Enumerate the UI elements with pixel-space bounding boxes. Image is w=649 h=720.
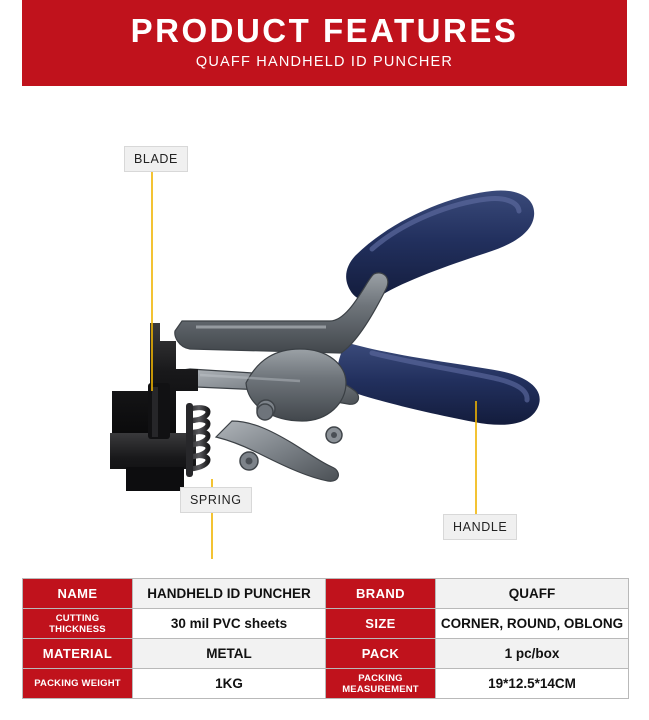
spec-label-cutting-thickness: CUTTING THICKNESS bbox=[23, 609, 133, 639]
callout-spring bbox=[180, 487, 252, 513]
page-subtitle: QUAFF HANDHELD ID PUNCHER bbox=[195, 54, 454, 70]
spec-label-name: NAME bbox=[23, 579, 133, 609]
table-row bbox=[23, 669, 629, 699]
spec-label-pack: PACK bbox=[326, 639, 436, 669]
spec-value-packing-weight: 1KG bbox=[133, 669, 326, 699]
spec-label-packing-measurement: PACKING MEASUREMENT bbox=[326, 669, 436, 699]
table-row bbox=[23, 609, 629, 639]
specifications-table bbox=[22, 578, 627, 699]
spec-value-packing-measurement: 19*12.5*14CM bbox=[436, 669, 629, 699]
product-photo bbox=[0, 91, 649, 561]
spec-value-material: METAL bbox=[133, 639, 326, 669]
page-title: PRODUCT FEATURES bbox=[130, 12, 519, 49]
callout-spring-label: SPRING bbox=[190, 493, 242, 507]
spec-value-pack: 1 pc/box bbox=[436, 639, 629, 669]
spec-label-material: MATERIAL bbox=[23, 639, 133, 669]
spec-label-packing-weight: PACKING WEIGHT bbox=[23, 669, 133, 699]
spec-value-size: CORNER, ROUND, OBLONG bbox=[436, 609, 629, 639]
page-header bbox=[0, 0, 649, 86]
spec-value-brand: QUAFF bbox=[436, 579, 629, 609]
table-row bbox=[23, 639, 629, 669]
callout-blade-label: BLADE bbox=[134, 152, 178, 166]
puncher-illustration bbox=[0, 91, 649, 561]
spec-label-size: SIZE bbox=[326, 609, 436, 639]
spec-label-brand: BRAND bbox=[326, 579, 436, 609]
spec-value-cutting-thickness: 30 mil PVC sheets bbox=[133, 609, 326, 639]
callout-blade bbox=[124, 146, 188, 172]
table-row bbox=[23, 579, 629, 609]
callout-handle-label: HANDLE bbox=[453, 520, 508, 534]
callout-handle bbox=[443, 514, 517, 540]
spec-value-name: HANDHELD ID PUNCHER bbox=[133, 579, 326, 609]
